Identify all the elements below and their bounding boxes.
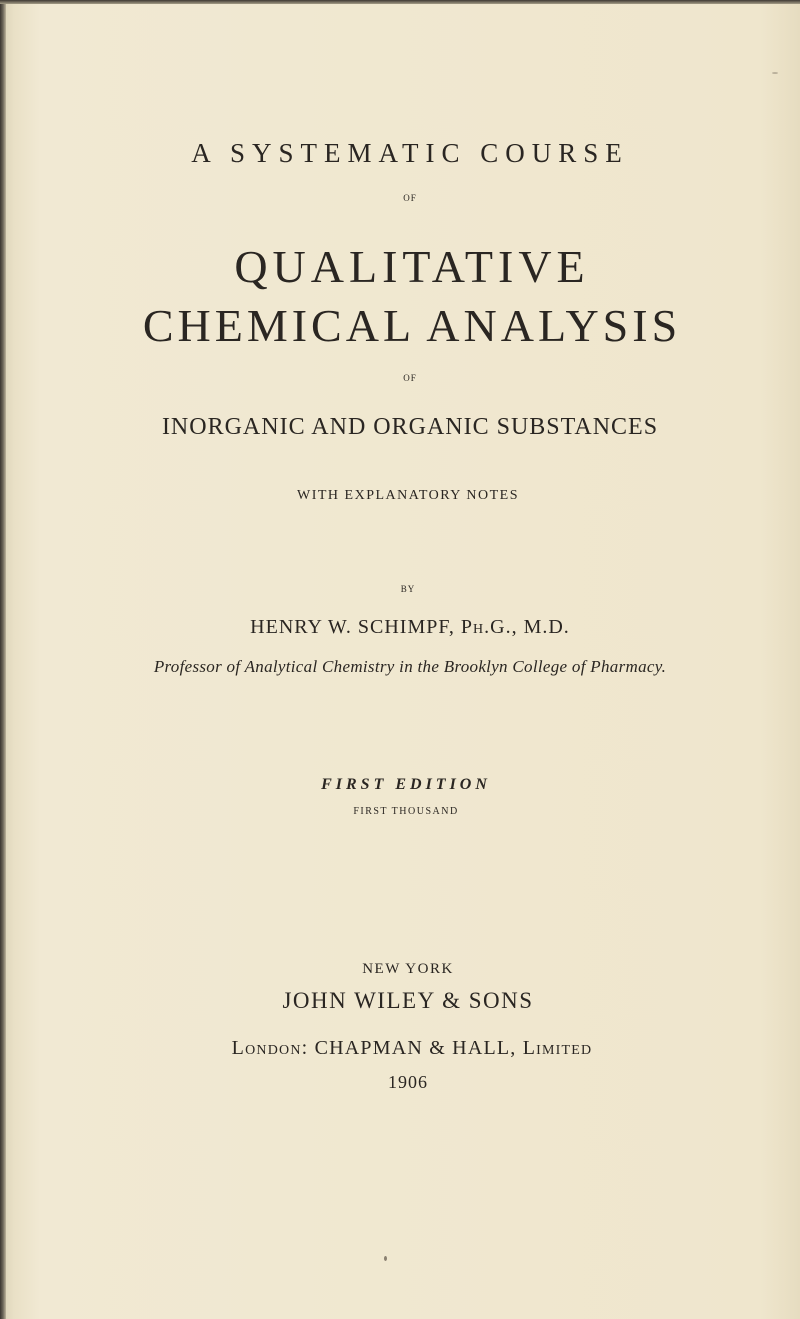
of-label-1: OF	[403, 193, 417, 203]
of-label-2: OF	[403, 373, 417, 383]
author-degree-phg-text: Ph.G.,	[460, 616, 518, 638]
explanatory-notes-line: WITH EXPLANATORY NOTES	[297, 488, 519, 503]
london-suffix: Limited	[522, 1037, 593, 1059]
edition-label: FIRST EDITION	[321, 776, 491, 793]
paper-speck	[772, 72, 778, 74]
london-label: London:	[231, 1037, 309, 1059]
publisher-name: JOHN WILEY & SONS	[282, 988, 534, 1013]
main-title-line2: CHEMICAL ANALYSIS	[142, 300, 682, 351]
by-label: BY	[400, 584, 416, 594]
author-line	[0, 616, 800, 639]
author-degree-md: M.D.	[523, 616, 570, 638]
author-degree-phg	[461, 616, 518, 638]
london-publisher-line	[0, 1037, 800, 1060]
page-top-edge	[0, 0, 800, 4]
author-name: HENRY W. SCHIMPF,	[250, 616, 455, 638]
main-title-line1: QUALITATIVE	[234, 241, 590, 292]
publication-year: 1906	[388, 1072, 428, 1092]
paper-speck	[384, 1256, 387, 1261]
subtitle: INORGANIC AND ORGANIC SUBSTANCES	[161, 414, 659, 440]
printing-label: FIRST THOUSAND	[353, 806, 459, 817]
publisher-city: NEW YORK	[362, 961, 454, 977]
series-title: A SYSTEMATIC COURSE	[191, 138, 629, 168]
london-publisher: CHAPMAN & HALL,	[314, 1037, 517, 1059]
author-affiliation: Professor of Analytical Chemistry in the Brooklyn College of Pharmacy.	[153, 657, 667, 676]
